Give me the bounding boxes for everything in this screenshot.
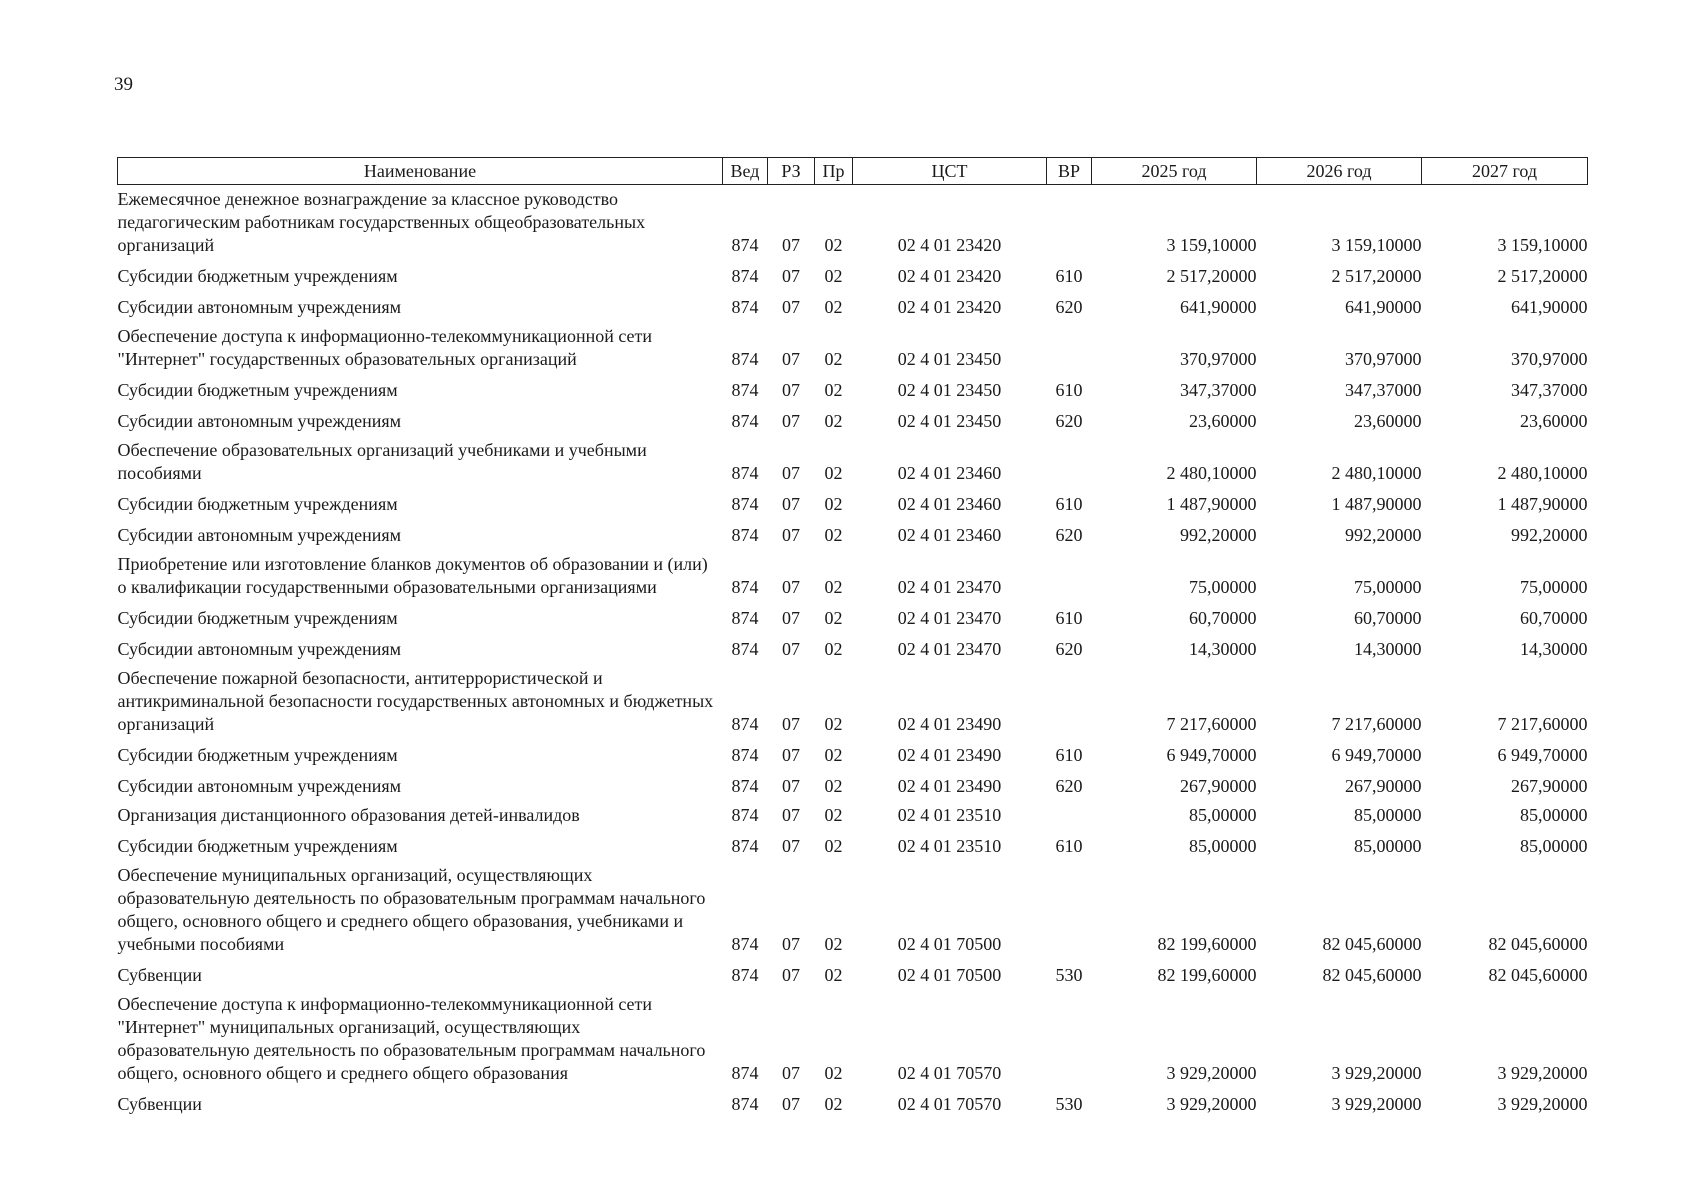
row-rz: 07 — [782, 836, 800, 856]
table-row — [118, 185, 1588, 261]
row-rz: 07 — [782, 934, 800, 954]
row-value-2025: 370,97000 — [1180, 349, 1257, 369]
row-value-2027: 267,90000 — [1511, 776, 1588, 796]
row-rz: 07 — [782, 1094, 800, 1114]
row-cst: 02 4 01 23470 — [897, 577, 1002, 597]
row-ved: 874 — [731, 525, 759, 545]
row-value-2025: 1 487,90000 — [1166, 494, 1257, 514]
row-ved: 874 — [731, 805, 759, 825]
row-name: Субсидии бюджетным учреждениям — [117, 266, 398, 286]
row-value-2026: 85,00000 — [1354, 836, 1422, 856]
row-value-2027: 23,60000 — [1520, 411, 1588, 431]
row-rz: 07 — [782, 1063, 800, 1083]
row-rz: 07 — [782, 745, 800, 765]
row-rz: 07 — [782, 266, 800, 286]
row-value-2025: 85,00000 — [1189, 805, 1257, 825]
row-pr: 02 — [824, 525, 843, 545]
row-value-2026: 1 487,90000 — [1331, 494, 1422, 514]
row-pr: 02 — [824, 349, 843, 369]
row-value-2025: 347,37000 — [1180, 380, 1257, 400]
row-cst: 02 4 01 23460 — [897, 525, 1002, 545]
row-value-2025: 60,70000 — [1189, 608, 1257, 628]
row-pr: 02 — [824, 934, 843, 954]
row-name: Обеспечение муниципальных организаций, осуществляющих образовательную деятельность по образовательным программам начального общего, основного общего и среднего общего образования, учебниками и учебными пособиями — [117, 865, 706, 954]
row-pr: 02 — [824, 1063, 843, 1083]
row-value-2026: 2 517,20000 — [1331, 266, 1422, 286]
row-name: Субсидии бюджетным учреждениям — [117, 380, 398, 400]
row-vr: 610 — [1055, 745, 1083, 765]
row-ved: 874 — [731, 235, 759, 255]
row-value-2027: 2 517,20000 — [1497, 266, 1588, 286]
table-row — [118, 664, 1588, 739]
row-value-2026: 23,60000 — [1354, 411, 1422, 431]
row-rz: 07 — [782, 714, 800, 734]
table-row — [118, 1088, 1588, 1119]
page-number: 39 — [114, 74, 133, 95]
row-value-2025: 3 159,10000 — [1166, 235, 1257, 255]
row-value-2025: 641,90000 — [1180, 297, 1257, 317]
row-vr: 610 — [1055, 836, 1083, 856]
table-row — [118, 291, 1588, 322]
row-vr: 530 — [1055, 965, 1083, 985]
row-rz: 07 — [782, 411, 800, 431]
table-row — [118, 436, 1588, 488]
table-row — [118, 959, 1588, 990]
header-2025: 2025 год — [1092, 158, 1257, 185]
header-rz: РЗ — [768, 158, 815, 185]
row-value-2025: 85,00000 — [1189, 836, 1257, 856]
row-value-2027: 82 045,60000 — [1488, 965, 1588, 985]
row-cst: 02 4 01 23450 — [897, 380, 1002, 400]
row-cst: 02 4 01 23450 — [897, 411, 1002, 431]
row-value-2027: 370,97000 — [1511, 349, 1588, 369]
row-name: Субсидии автономным учреждениям — [117, 776, 402, 796]
header-vr: ВР — [1047, 158, 1092, 185]
row-ved: 874 — [731, 1063, 759, 1083]
row-name: Обеспечение образовательных организаций учебниками и учебными пособиями — [117, 440, 647, 483]
table-row — [118, 405, 1588, 436]
row-value-2026: 3 159,10000 — [1331, 235, 1422, 255]
row-vr: 610 — [1055, 380, 1083, 400]
row-ved: 874 — [731, 349, 759, 369]
row-vr: 530 — [1055, 1094, 1083, 1114]
row-value-2027: 6 949,70000 — [1497, 745, 1588, 765]
row-value-2027: 347,37000 — [1511, 380, 1588, 400]
row-vr: 620 — [1055, 776, 1083, 796]
table-row — [118, 260, 1588, 291]
row-vr: 610 — [1055, 266, 1083, 286]
table-header — [118, 158, 1588, 185]
row-cst: 02 4 01 23490 — [897, 714, 1002, 734]
row-vr: 620 — [1055, 639, 1083, 659]
row-value-2027: 85,00000 — [1520, 805, 1588, 825]
row-cst: 02 4 01 23490 — [897, 776, 1002, 796]
row-value-2026: 82 045,60000 — [1322, 934, 1422, 954]
row-value-2026: 85,00000 — [1354, 805, 1422, 825]
row-value-2026: 347,37000 — [1345, 380, 1422, 400]
row-rz: 07 — [782, 494, 800, 514]
row-cst: 02 4 01 70570 — [897, 1063, 1002, 1083]
row-value-2025: 6 949,70000 — [1166, 745, 1257, 765]
row-value-2026: 82 045,60000 — [1322, 965, 1422, 985]
row-cst: 02 4 01 23450 — [897, 349, 1002, 369]
row-vr — [1047, 861, 1092, 959]
row-name: Субсидии автономным учреждениям — [117, 297, 402, 317]
row-rz: 07 — [782, 235, 800, 255]
row-vr: 620 — [1055, 297, 1083, 317]
row-vr: 610 — [1055, 608, 1083, 628]
row-rz: 07 — [782, 525, 800, 545]
row-vr: 610 — [1055, 494, 1083, 514]
row-pr: 02 — [824, 411, 843, 431]
row-value-2027: 60,70000 — [1520, 608, 1588, 628]
row-pr: 02 — [824, 639, 843, 659]
row-rz: 07 — [782, 965, 800, 985]
row-vr: 620 — [1055, 411, 1083, 431]
row-ved: 874 — [731, 714, 759, 734]
row-vr — [1047, 990, 1092, 1088]
row-cst: 02 4 01 23470 — [897, 639, 1002, 659]
table-row — [118, 602, 1588, 633]
row-value-2026: 267,90000 — [1345, 776, 1422, 796]
row-ved: 874 — [731, 577, 759, 597]
table-row — [118, 374, 1588, 405]
table-body — [118, 185, 1588, 1120]
row-value-2026: 3 929,20000 — [1331, 1094, 1422, 1114]
row-value-2025: 14,30000 — [1189, 639, 1257, 659]
row-cst: 02 4 01 23420 — [897, 297, 1002, 317]
row-pr: 02 — [824, 463, 843, 483]
table-row — [118, 990, 1588, 1088]
row-cst: 02 4 01 70500 — [897, 965, 1002, 985]
table-row — [118, 322, 1588, 374]
row-pr: 02 — [824, 266, 843, 286]
row-value-2027: 3 929,20000 — [1497, 1094, 1588, 1114]
row-ved: 874 — [731, 494, 759, 514]
row-pr: 02 — [824, 380, 843, 400]
row-pr: 02 — [824, 297, 843, 317]
row-value-2027: 3 159,10000 — [1497, 235, 1588, 255]
row-pr: 02 — [824, 494, 843, 514]
row-cst: 02 4 01 70570 — [897, 1094, 1002, 1114]
row-vr — [1047, 322, 1092, 374]
header-cst: ЦСТ — [853, 158, 1047, 185]
row-value-2027: 75,00000 — [1520, 577, 1588, 597]
row-value-2026: 14,30000 — [1354, 639, 1422, 659]
header-2026: 2026 год — [1257, 158, 1422, 185]
table-row — [118, 488, 1588, 519]
row-value-2025: 2 517,20000 — [1166, 266, 1257, 286]
row-ved: 874 — [731, 1094, 759, 1114]
budget-table — [117, 157, 1588, 1119]
row-vr — [1047, 664, 1092, 739]
row-name: Обеспечение доступа к информационно-телекоммуникационной сети "Интернет" муниципальных организаций, осуществляющих образовательную деятельность по образовательным программам начального общего, основного общего и среднего общего образования — [117, 994, 706, 1083]
row-ved: 874 — [731, 745, 759, 765]
row-pr: 02 — [824, 776, 843, 796]
table-row — [118, 633, 1588, 664]
row-vr — [1047, 185, 1092, 261]
row-pr: 02 — [824, 836, 843, 856]
row-cst: 02 4 01 23420 — [897, 235, 1002, 255]
table-row — [118, 550, 1588, 602]
row-name: Субсидии бюджетным учреждениям — [117, 494, 398, 514]
row-name: Организация дистанционного образования детей-инвалидов — [117, 805, 580, 825]
row-value-2027: 3 929,20000 — [1497, 1063, 1588, 1083]
row-name: Приобретение или изготовление бланков документов об образовании и (или) о квалификации государственными образовательными организациями — [117, 554, 708, 597]
row-rz: 07 — [782, 805, 800, 825]
row-name: Обеспечение пожарной безопасности, антитеррористической и антикриминальной безопасности государственных автономных и бюджетных организаций — [117, 668, 714, 734]
row-vr: 620 — [1055, 525, 1083, 545]
row-value-2026: 370,97000 — [1345, 349, 1422, 369]
row-value-2026: 641,90000 — [1345, 297, 1422, 317]
row-value-2025: 82 199,60000 — [1157, 934, 1257, 954]
header-ved: Вед — [723, 158, 768, 185]
row-rz: 07 — [782, 776, 800, 796]
row-value-2027: 2 480,10000 — [1497, 463, 1588, 483]
row-cst: 02 4 01 23510 — [897, 805, 1002, 825]
row-cst: 02 4 01 23460 — [897, 463, 1002, 483]
row-ved: 874 — [731, 463, 759, 483]
row-ved: 874 — [731, 965, 759, 985]
row-value-2027: 992,20000 — [1511, 525, 1588, 545]
row-value-2027: 14,30000 — [1520, 639, 1588, 659]
table-row — [118, 739, 1588, 770]
row-name: Субсидии бюджетным учреждениям — [117, 745, 398, 765]
row-name: Субсидии автономным учреждениям — [117, 525, 402, 545]
row-name: Субсидии автономным учреждениям — [117, 639, 402, 659]
header-name: Наименование — [118, 158, 723, 185]
row-name: Ежемесячное денежное вознаграждение за классное руководство педагогическим работникам государственных общеобразовательных организаций — [117, 189, 646, 255]
row-value-2027: 85,00000 — [1520, 836, 1588, 856]
row-value-2027: 7 217,60000 — [1497, 714, 1588, 734]
row-pr: 02 — [824, 1094, 843, 1114]
row-rz: 07 — [782, 349, 800, 369]
row-rz: 07 — [782, 463, 800, 483]
table-row — [118, 519, 1588, 550]
row-rz: 07 — [782, 297, 800, 317]
table-row — [118, 861, 1588, 959]
row-ved: 874 — [731, 776, 759, 796]
row-name: Обеспечение доступа к информационно-телекоммуникационной сети "Интернет" государственных образовательных организаций — [117, 326, 653, 369]
row-pr: 02 — [824, 805, 843, 825]
row-ved: 874 — [731, 639, 759, 659]
row-value-2026: 6 949,70000 — [1331, 745, 1422, 765]
row-pr: 02 — [824, 608, 843, 628]
header-2027: 2027 год — [1422, 158, 1588, 185]
row-name: Субсидии автономным учреждениям — [117, 411, 402, 431]
row-ved: 874 — [731, 934, 759, 954]
row-value-2026: 7 217,60000 — [1331, 714, 1422, 734]
row-rz: 07 — [782, 577, 800, 597]
row-ved: 874 — [731, 608, 759, 628]
row-name: Субвенции — [117, 1094, 202, 1114]
row-ved: 874 — [731, 411, 759, 431]
row-ved: 874 — [731, 297, 759, 317]
row-value-2025: 82 199,60000 — [1157, 965, 1257, 985]
row-vr — [1047, 550, 1092, 602]
row-value-2026: 3 929,20000 — [1331, 1063, 1422, 1083]
row-value-2025: 267,90000 — [1180, 776, 1257, 796]
row-rz: 07 — [782, 639, 800, 659]
row-name: Субсидии бюджетным учреждениям — [117, 836, 398, 856]
row-cst: 02 4 01 23470 — [897, 608, 1002, 628]
row-vr — [1047, 801, 1092, 830]
table-row — [118, 830, 1588, 861]
row-cst: 02 4 01 23420 — [897, 266, 1002, 286]
row-pr: 02 — [824, 235, 843, 255]
header-pr: Пр — [815, 158, 853, 185]
row-cst: 02 4 01 23490 — [897, 745, 1002, 765]
table-row — [118, 770, 1588, 801]
table-row — [118, 801, 1588, 830]
row-value-2025: 992,20000 — [1180, 525, 1257, 545]
row-rz: 07 — [782, 380, 800, 400]
row-value-2025: 75,00000 — [1189, 577, 1257, 597]
row-value-2025: 3 929,20000 — [1166, 1063, 1257, 1083]
row-ved: 874 — [731, 266, 759, 286]
row-value-2027: 1 487,90000 — [1497, 494, 1588, 514]
row-value-2025: 3 929,20000 — [1166, 1094, 1257, 1114]
row-value-2025: 23,60000 — [1189, 411, 1257, 431]
row-value-2027: 82 045,60000 — [1488, 934, 1588, 954]
row-pr: 02 — [824, 745, 843, 765]
row-cst: 02 4 01 70500 — [897, 934, 1002, 954]
row-value-2026: 992,20000 — [1345, 525, 1422, 545]
row-value-2025: 2 480,10000 — [1166, 463, 1257, 483]
row-pr: 02 — [824, 714, 843, 734]
row-value-2026: 2 480,10000 — [1331, 463, 1422, 483]
row-ved: 874 — [731, 380, 759, 400]
row-pr: 02 — [824, 577, 843, 597]
row-value-2026: 60,70000 — [1354, 608, 1422, 628]
row-pr: 02 — [824, 965, 843, 985]
row-name: Субвенции — [117, 965, 202, 985]
row-name: Субсидии бюджетным учреждениям — [117, 608, 398, 628]
row-cst: 02 4 01 23510 — [897, 836, 1002, 856]
row-cst: 02 4 01 23460 — [897, 494, 1002, 514]
row-value-2025: 7 217,60000 — [1166, 714, 1257, 734]
row-value-2026: 75,00000 — [1354, 577, 1422, 597]
row-value-2027: 641,90000 — [1511, 297, 1588, 317]
row-vr — [1047, 436, 1092, 488]
row-rz: 07 — [782, 608, 800, 628]
row-ved: 874 — [731, 836, 759, 856]
